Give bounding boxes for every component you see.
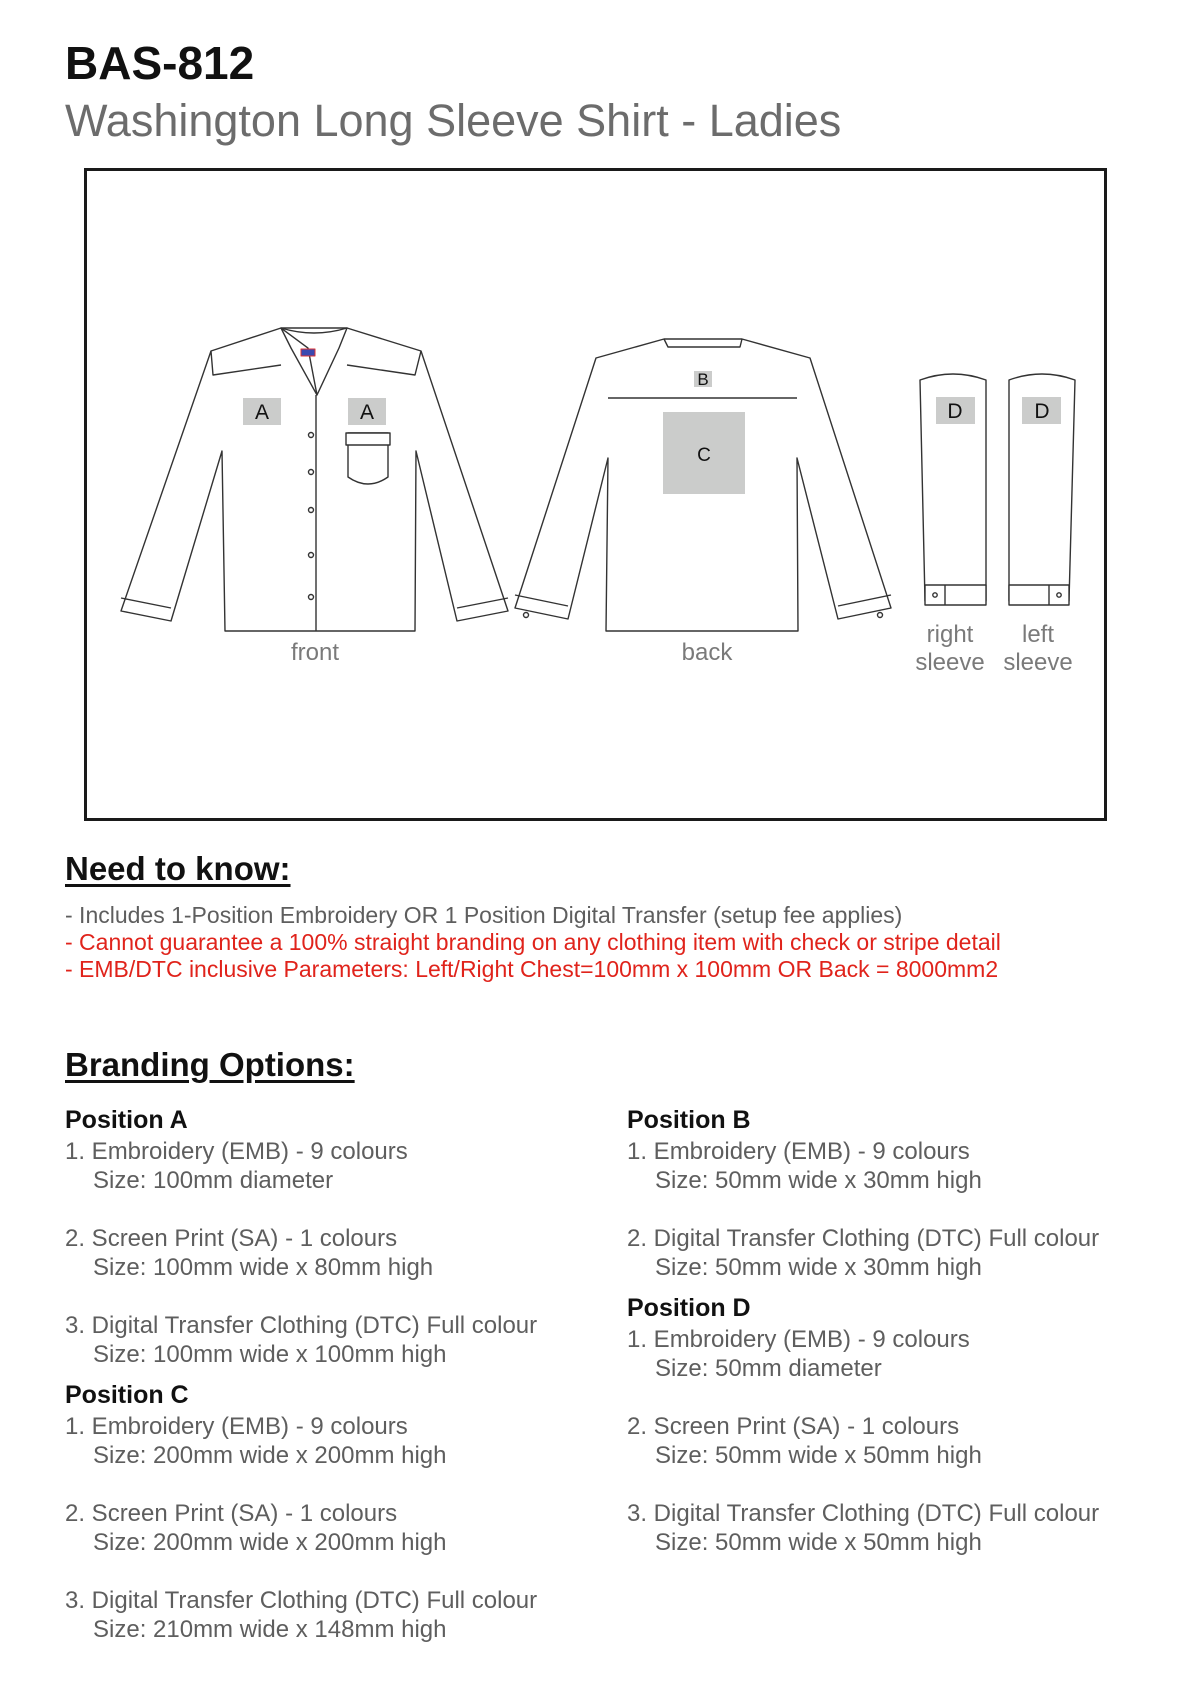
marker-label-a-left: A [254, 401, 270, 424]
need-to-know-line: - EMB/DTC inclusive Parameters: Left/Right Chest=100mm x 100mm OR Back = 8000mm2 [65, 956, 999, 982]
option-size: Size: 50mm diameter [655, 1355, 882, 1382]
garment-diagram [84, 168, 1107, 821]
position-option [627, 1412, 1187, 1470]
option-label: 2. Screen Print (SA) - 1 colours [65, 1225, 398, 1252]
option-size: Size: 50mm wide x 50mm high [655, 1529, 982, 1556]
marker-label-a-right: A [359, 401, 375, 424]
option-label: 2. Digital Transfer Clothing (DTC) Full colour [627, 1225, 1100, 1252]
position-option [65, 1311, 625, 1369]
position-d-group [627, 1296, 1187, 1557]
front-shirt-outline [121, 328, 508, 631]
position-option [65, 1137, 625, 1195]
position-option [65, 1586, 625, 1644]
position-a-group [65, 1108, 625, 1369]
option-label: 1. Embroidery (EMB) - 9 colours [65, 1413, 408, 1440]
position-d-title: Position D [627, 1294, 751, 1322]
marker-label-c: C [697, 445, 711, 466]
option-size: Size: 210mm wide x 148mm high [93, 1616, 447, 1643]
position-option [627, 1137, 1187, 1195]
need-to-know-line: - Cannot guarantee a 100% straight branding on any clothing item with check or stripe detail [65, 929, 1001, 955]
view-label-left-sleeve-line2: sleeve [1003, 649, 1073, 676]
option-label: 3. Digital Transfer Clothing (DTC) Full colour [627, 1500, 1100, 1527]
view-label-right-sleeve-line1: right [926, 621, 974, 648]
need-to-know-line: - Includes 1-Position Embroidery OR 1 Position Digital Transfer (setup fee applies) [65, 902, 903, 928]
option-size: Size: 50mm wide x 30mm high [655, 1167, 982, 1194]
marker-label-d-left: D [1034, 400, 1050, 423]
option-size: Size: 100mm wide x 100mm high [93, 1341, 447, 1368]
option-label: 2. Screen Print (SA) - 1 colours [65, 1500, 398, 1527]
view-label-left-sleeve-line1: left [1021, 621, 1055, 648]
position-a-title: Position A [65, 1106, 188, 1134]
option-label: 1. Embroidery (EMB) - 9 colours [65, 1138, 408, 1165]
position-option [65, 1412, 625, 1470]
view-label-front: front [290, 639, 340, 666]
option-size: Size: 200mm wide x 200mm high [93, 1529, 447, 1556]
option-label: 3. Digital Transfer Clothing (DTC) Full colour [65, 1587, 538, 1614]
position-option [627, 1499, 1187, 1557]
branding-column-left [65, 1108, 625, 1673]
product-title: Washington Long Sleeve Shirt - Ladies [65, 95, 842, 146]
marker-label-b: B [697, 370, 709, 389]
view-label-back: back [681, 639, 733, 666]
shirt-illustration [87, 171, 1104, 818]
option-size: Size: 50mm wide x 50mm high [655, 1442, 982, 1469]
option-size: Size: 100mm wide x 80mm high [93, 1254, 434, 1281]
option-size: Size: 50mm wide x 30mm high [655, 1254, 982, 1281]
position-c-title: Position C [65, 1381, 189, 1409]
position-option [65, 1224, 625, 1282]
option-label: 1. Embroidery (EMB) - 9 colours [627, 1326, 970, 1353]
view-label-right-sleeve-line2: sleeve [915, 649, 985, 676]
option-size: Size: 100mm diameter [93, 1167, 334, 1194]
option-size: Size: 200mm wide x 200mm high [93, 1442, 447, 1469]
option-label: 2. Screen Print (SA) - 1 colours [627, 1413, 960, 1440]
position-option [627, 1224, 1187, 1282]
option-label: 3. Digital Transfer Clothing (DTC) Full colour [65, 1312, 538, 1339]
product-code: BAS-812 [65, 37, 255, 89]
branding-column-right [627, 1108, 1187, 1586]
need-to-know-heading: Need to know: [65, 850, 291, 887]
position-option [65, 1499, 625, 1557]
position-b-group [627, 1108, 1187, 1282]
option-label: 1. Embroidery (EMB) - 9 colours [627, 1138, 970, 1165]
position-option [627, 1325, 1187, 1383]
branding-options-heading: Branding Options: [65, 1046, 355, 1083]
position-b-title: Position B [627, 1106, 751, 1134]
position-c-group [65, 1383, 625, 1644]
marker-label-d-right: D [947, 400, 963, 423]
